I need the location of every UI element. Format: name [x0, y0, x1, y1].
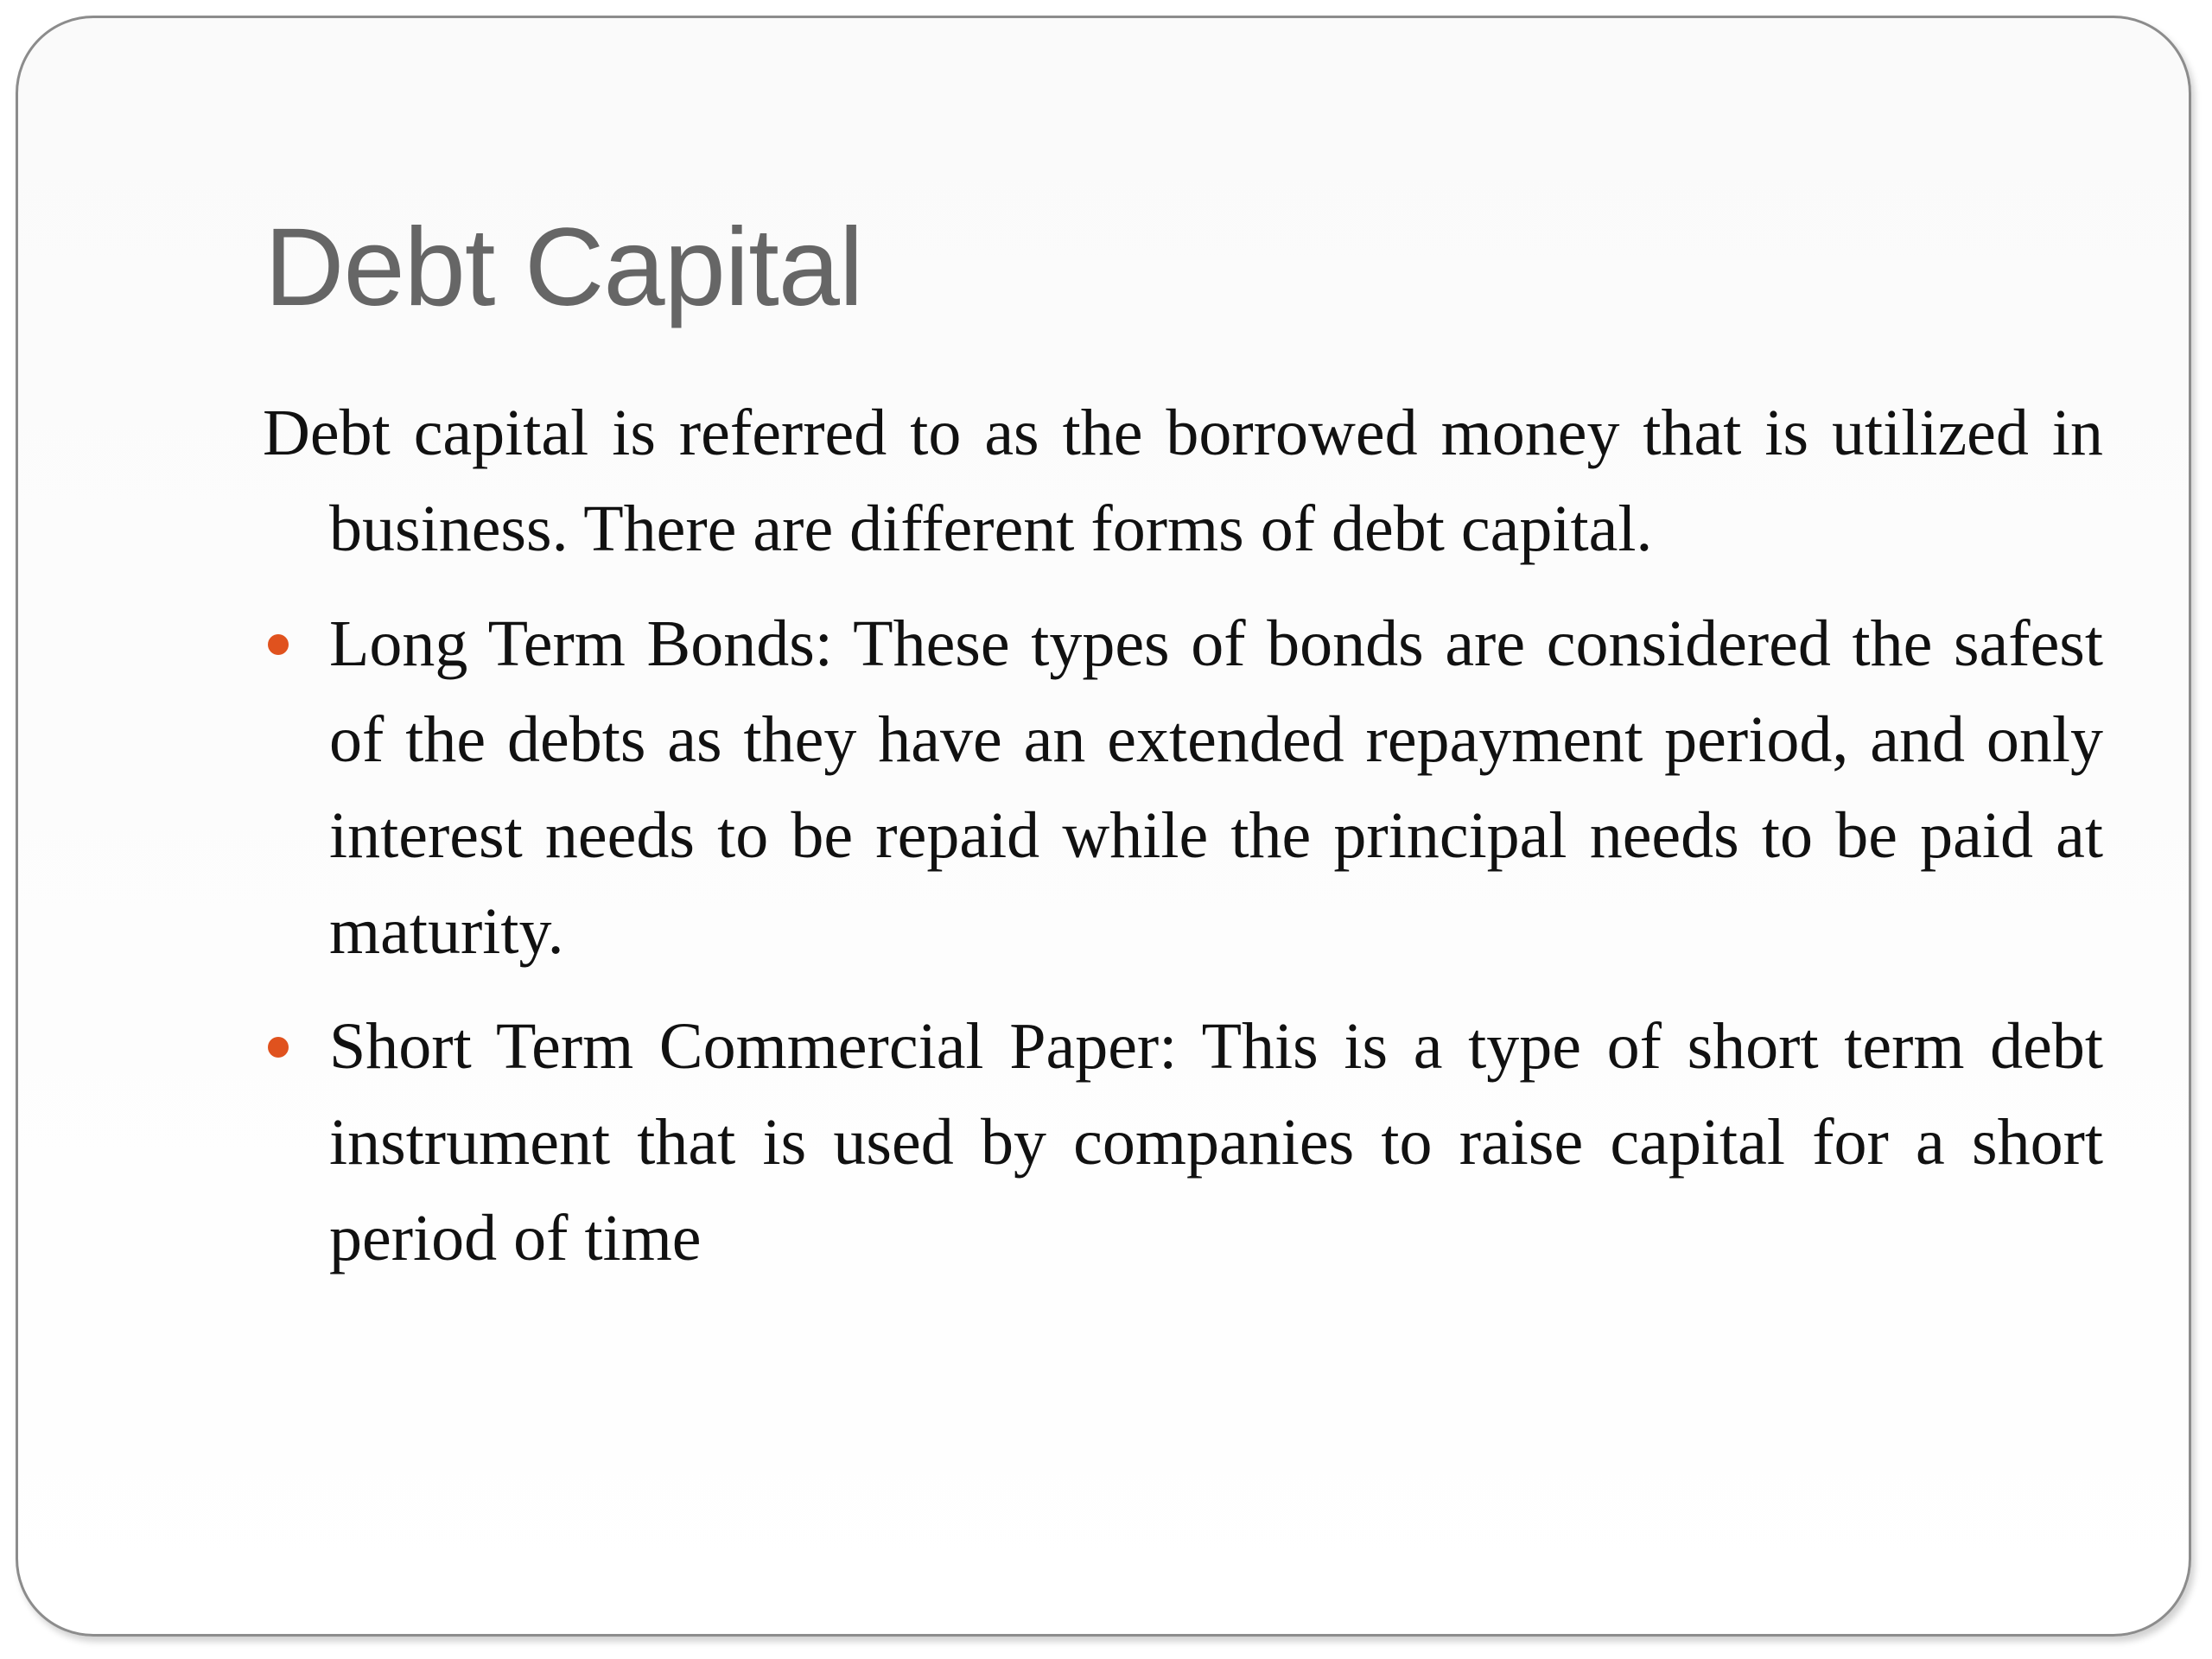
bullet-item-commercial-paper [263, 999, 2103, 1287]
bullet-dot-icon [268, 634, 289, 655]
slide-title: Debt Capital [264, 206, 863, 329]
slide [16, 16, 2191, 1637]
bullet-text: Long Term Bonds: These types of bonds are considered the safest of the debts as they have an extended repayment period, and only interest needs to be repaid while the principal needs to be paid at maturity. [329, 607, 2103, 968]
slide-body [263, 385, 2103, 1306]
bullet-item-long-term-bonds [263, 596, 2103, 980]
bullet-dot-icon [268, 1037, 289, 1058]
intro-paragraph: Debt capital is referred to as the borrowed money that is utilized in business. There are different forms of debt capital. [263, 397, 2103, 565]
bullet-text: Short Term Commercial Paper: This is a type of short term debt instrument that is used by companies to raise capital for a short period of time [329, 1010, 2103, 1274]
